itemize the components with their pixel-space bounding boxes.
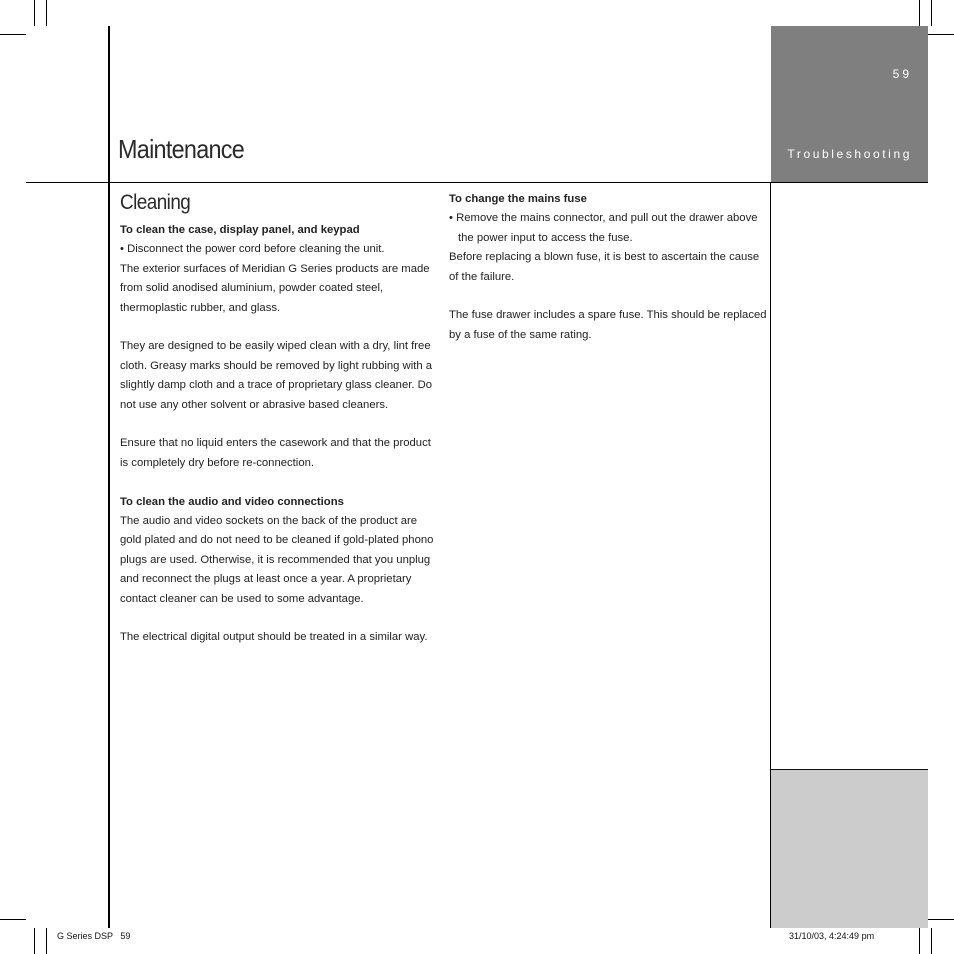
footer-timestamp: 31/10/03, 4:24:49 pm bbox=[789, 931, 875, 941]
section-label: Troubleshooting bbox=[787, 147, 912, 161]
paragraph-wipe-clean: They are designed to be easily wiped clean with a dry, lint free cloth. Greasy marks should be removed by light rubbing with a slightly damp cloth and a trace of proprietary glass cleaner. Do not use any other solvent or abrasive based cleaners. bbox=[120, 340, 433, 411]
crop-mark bbox=[928, 34, 954, 35]
bullet-remove-connector: • Remove the mains connector, and pull out the drawer above the power input to access the fuse. bbox=[449, 212, 758, 244]
page-title: Maintenance bbox=[118, 134, 245, 164]
paragraph-no-liquid: Ensure that no liquid enters the casework and that the product is completely dry before re-connection. bbox=[120, 437, 431, 469]
sidebar-footer-panel bbox=[771, 770, 928, 928]
crop-mark bbox=[919, 928, 920, 954]
crop-mark bbox=[0, 919, 26, 920]
crop-mark bbox=[919, 0, 920, 26]
crop-mark bbox=[46, 928, 47, 954]
crop-mark bbox=[34, 928, 35, 954]
section-heading: Cleaning bbox=[120, 191, 191, 214]
paragraph-blown-fuse: Before replacing a blown fuse, it is best to ascertain the cause of the failure. bbox=[449, 251, 760, 283]
content-column-right bbox=[449, 190, 767, 345]
paragraph-spare-fuse: The fuse drawer includes a spare fuse. This should be replaced by a fuse of the same rating. bbox=[449, 309, 767, 341]
crop-mark bbox=[0, 34, 26, 35]
content-column-left bbox=[120, 221, 438, 648]
header-rule bbox=[26, 182, 928, 183]
subheading-case-cleaning: To clean the case, display panel, and keypad bbox=[120, 224, 360, 236]
crop-mark bbox=[34, 0, 35, 26]
page-number: 59 bbox=[892, 67, 912, 81]
crop-mark bbox=[931, 0, 932, 26]
crop-mark bbox=[46, 0, 47, 26]
paragraph-sockets: The audio and video sockets on the back of the product are gold plated and do not need to be cleaned if gold-plated phono plugs are used. Otherwise, it is recommended that you unplug and reconnect the plugs at least once a year. A proprietary contact cleaner can be used to some advantage. bbox=[120, 515, 434, 605]
crop-mark bbox=[928, 919, 954, 920]
paragraph-surfaces: The exterior surfaces of Meridian G Series products are made from solid anodised aluminium, powder coated steel, thermoplastic rubber, and glass. bbox=[120, 262, 430, 314]
paragraph-digital-output: The electrical digital output should be treated in a similar way. bbox=[120, 631, 428, 644]
subheading-connections: To clean the audio and video connections bbox=[120, 495, 344, 508]
subheading-mains-fuse: To change the mains fuse bbox=[449, 193, 587, 205]
crop-mark bbox=[931, 928, 932, 954]
bullet-disconnect: • Disconnect the power cord before cleaning the unit. bbox=[120, 243, 385, 256]
left-margin-rule bbox=[108, 26, 110, 928]
footer-slug-left: G Series DSP 59 bbox=[57, 931, 131, 941]
